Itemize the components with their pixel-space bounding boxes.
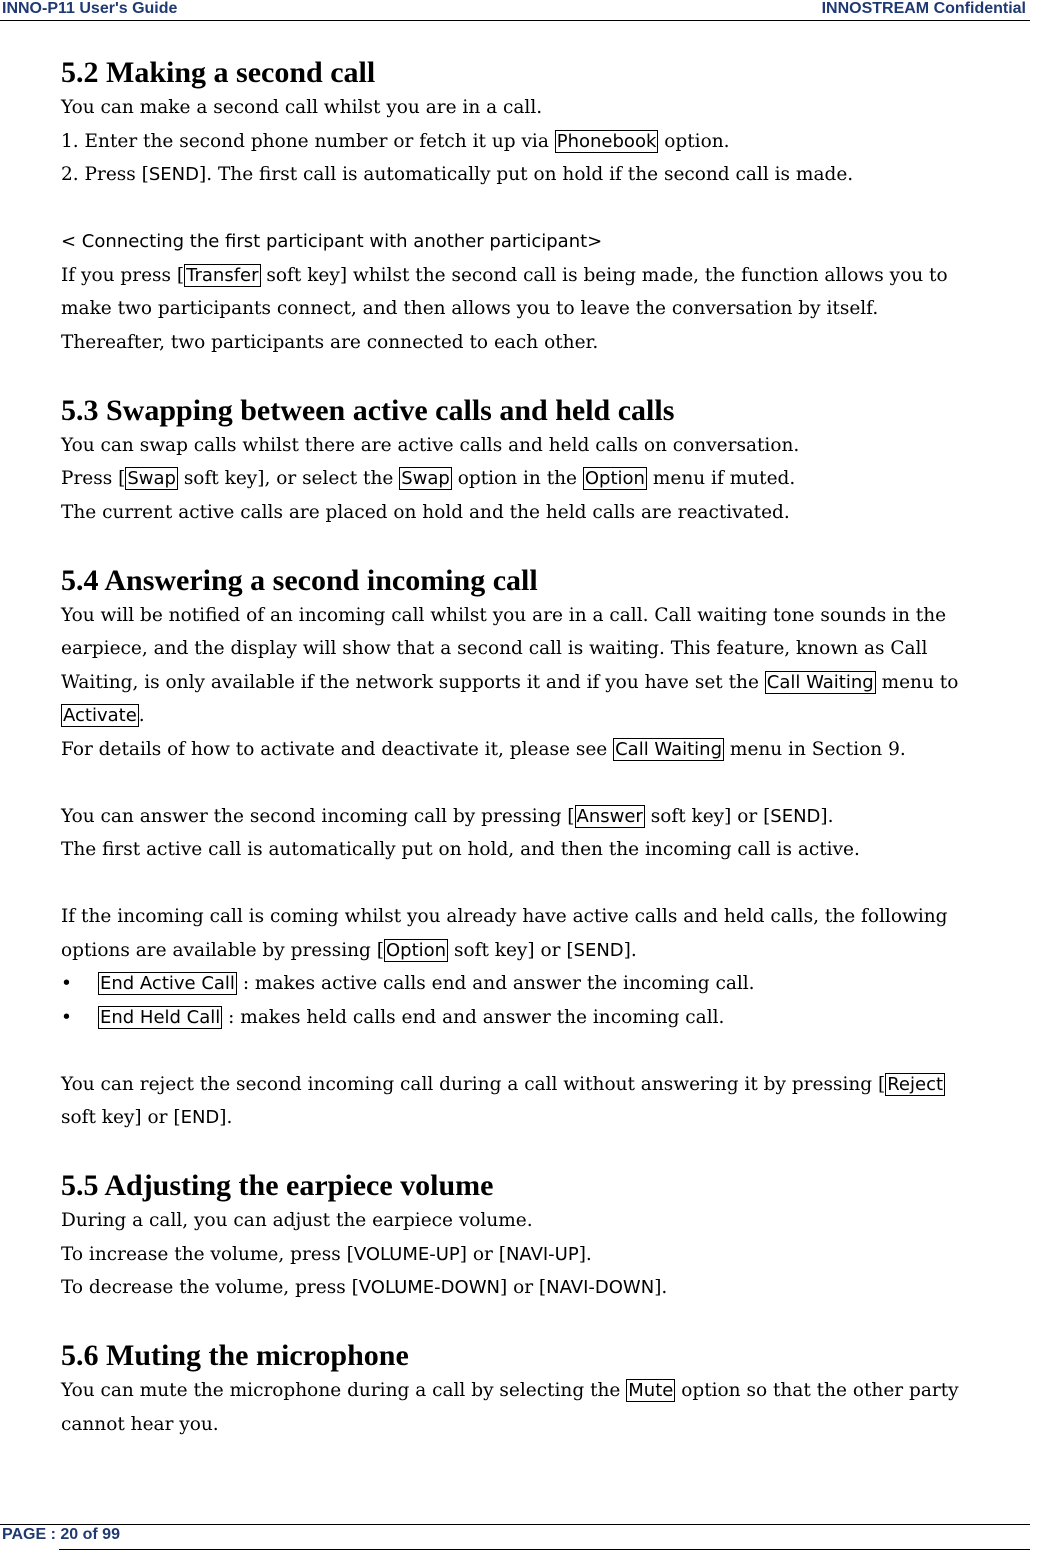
- answer-softkey-ref: Answer: [576, 805, 643, 827]
- s54-p1-line-1: You will be notified of an incoming call whilst you are in a call. Call waiting tone sounds in the: [61, 604, 947, 626]
- s52-intro: You can make a second call whilst you are in a call.: [61, 97, 543, 118]
- s55-increase: To increase the volume, press [VOLUME-UP] or [NAVI-UP].: [61, 1243, 592, 1265]
- section-5-6-title: 5.6 Muting the microphone: [61, 1339, 409, 1372]
- s54-p1-line-4: Activate .: [63, 705, 145, 726]
- list-item: • End Active Call : makes active calls end and answer the incoming call.: [61, 967, 1036, 1001]
- s56-line-1: You can mute the microphone during a call by selecting the Mute option so that the other party: [61, 1380, 959, 1401]
- s52-step-1: 1. Enter the second phone number or fetch it up via Phonebook option.: [61, 130, 730, 152]
- s54-options-line-1: If the incoming call is coming whilst you already have active calls and held calls, the following: [61, 906, 948, 927]
- s52-transfer-line-1: If you press [ Transfer soft key] whilst the second call is being made, the function allows you to: [61, 264, 948, 286]
- call-waiting-menu-ref-2: Call Waiting: [615, 738, 723, 760]
- option-softkey-ref: Option: [386, 939, 447, 961]
- s52-step-2: 2. Press [SEND]. The first call is automatically put on hold if the second call is made.: [61, 164, 854, 185]
- swap-softkey-ref: Swap: [127, 468, 176, 489]
- s55-intro: During a call, you can adjust the earpiece volume.: [61, 1210, 533, 1231]
- page-number: PAGE : 20 of 99: [2, 1526, 120, 1543]
- section-5-3-title: 5.3 Swapping between active calls and held calls: [61, 393, 675, 427]
- bullet-icon: •: [61, 1006, 72, 1028]
- mute-option-ref: Mute: [628, 1380, 674, 1401]
- section-5-2-title: 5.2 Making a second call: [61, 56, 376, 89]
- page-header: [0, 0, 1030, 21]
- s54-p1-line-2: earpiece, and the display will show that a second call is waiting. This feature, known as Call: [61, 638, 928, 659]
- list-item: • End Held Call : makes held calls end and answer the incoming call.: [61, 1001, 1036, 1035]
- end-key-ref: END: [180, 1107, 220, 1128]
- s53-intro: You can swap calls whilst there are active calls and held calls on conversation.: [61, 434, 800, 456]
- s54-answer-result: The first active call is automatically put on hold, and then the incoming call is active.: [61, 839, 860, 860]
- s54-options-line-2: options are available by pressing [ Option soft key] or [SEND].: [61, 939, 637, 961]
- activate-option-ref: Activate: [63, 705, 137, 726]
- call-waiting-menu-ref: Call Waiting: [766, 671, 874, 693]
- volume-up-key-ref: VOLUME-UP: [353, 1243, 460, 1265]
- reject-softkey-ref: Reject: [887, 1073, 944, 1095]
- s52-transfer-line-2: make two participants connect, and then allows you to leave the conversation by itself.: [61, 298, 879, 319]
- send-key-ref: SEND: [148, 164, 199, 185]
- s55-decrease: To decrease the volume, press [VOLUME-DOWN] or [NAVI-DOWN].: [61, 1277, 668, 1298]
- swap-option-ref: Swap: [401, 468, 450, 489]
- navi-up-key-ref: NAVI-UP: [505, 1243, 579, 1265]
- send-key-ref-2: SEND: [770, 805, 821, 827]
- s53-result: The current active calls are placed on hold and the held calls are reactivated.: [61, 501, 790, 523]
- bullet-icon: •: [61, 973, 72, 994]
- volume-down-key-ref: VOLUME-DOWN: [358, 1277, 500, 1298]
- end-held-call-option-ref: End Held Call: [100, 1006, 221, 1028]
- s56-line-2: cannot hear you.: [61, 1413, 219, 1435]
- s53-press: Press [ Swap soft key], or select the Swap option in the Option menu if muted.: [61, 468, 796, 489]
- section-5-5-title: 5.5 Adjusting the earpiece volume: [61, 1169, 494, 1202]
- end-active-call-option-ref: End Active Call: [100, 973, 235, 994]
- header-doc-title: INNO-P11 User's Guide: [2, 0, 178, 17]
- s52-subheading: < Connecting the first participant with another participant>: [61, 231, 603, 252]
- page-content: [61, 55, 1036, 1441]
- s54-p1-line-3: Waiting, is only available if the network supports it and if you have set the Call Waiting menu to: [61, 671, 959, 693]
- transfer-softkey-ref: Transfer: [186, 264, 259, 286]
- s52-transfer-line-3: Thereafter, two participants are connected to each other.: [61, 331, 599, 353]
- s54-reject-line-2: soft key] or [END].: [61, 1107, 233, 1128]
- option-menu-ref: Option: [584, 468, 645, 489]
- footer-divider: [59, 1549, 1030, 1550]
- send-key-ref-3: SEND: [573, 939, 624, 961]
- s54-answer: You can answer the second incoming call by pressing [ Answer soft key] or [SEND].: [61, 805, 834, 827]
- page-footer: [0, 1524, 1030, 1551]
- phonebook-menu-ref: Phonebook: [556, 130, 657, 152]
- section-5-4-title: 5.4 Answering a second incoming call: [61, 563, 538, 597]
- s54-details: For details of how to activate and deactivate it, please see Call Waiting menu in Section 9.: [61, 738, 906, 760]
- navi-down-key-ref: NAVI-DOWN: [546, 1277, 655, 1298]
- s54-reject-line-1: You can reject the second incoming call during a call without answering it by pressing [ Reject: [61, 1073, 944, 1095]
- header-confidential: INNOSTREAM Confidential: [821, 0, 1026, 17]
